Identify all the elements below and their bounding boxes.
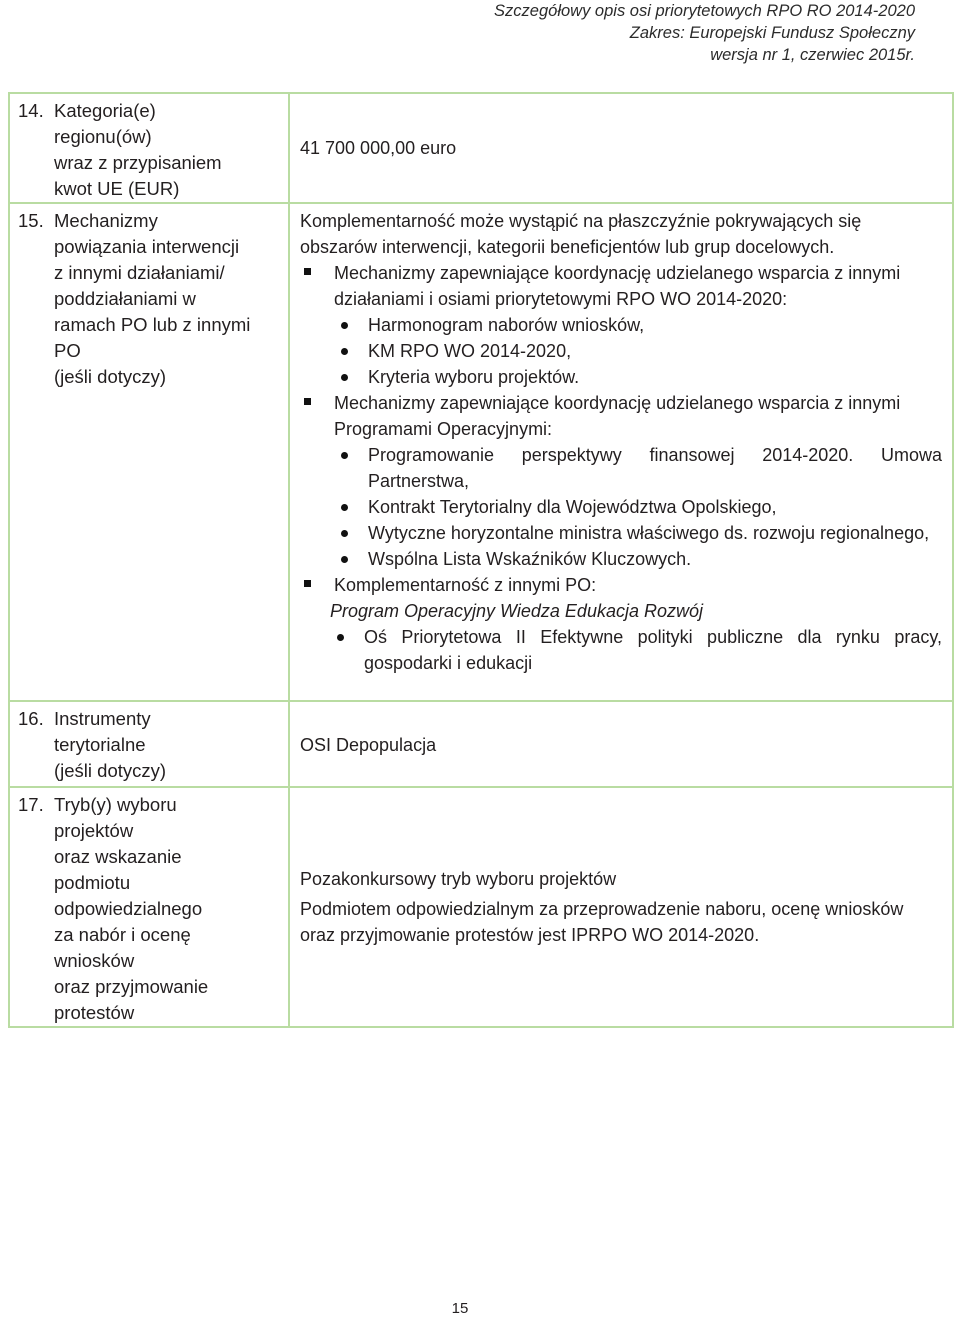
- list-item-text: Harmonogram naborów wniosków,: [368, 315, 645, 335]
- data-table: [8, 92, 954, 1028]
- list-item-text: Kryteria wyboru projektów.: [368, 367, 580, 387]
- page-number: 15: [451, 1300, 469, 1317]
- round-bullet-icon: [330, 624, 364, 676]
- header-line-1: Szczegółowy opis osi priorytetowych RPO RO 2014-2020: [494, 2, 915, 20]
- mechanism-list-item: [300, 390, 942, 442]
- table-row-15: [9, 203, 953, 701]
- row-15-number: 15.: [18, 210, 44, 231]
- square-bullet-icon: [300, 260, 334, 312]
- row-16-number: 16.: [18, 708, 44, 729]
- round-bullet-icon: [334, 494, 368, 520]
- list-item-text: Wytyczne horyzontalne ministra właściwego ds. rozwoju regionalnego,: [368, 523, 930, 543]
- round-bullet-icon: [334, 364, 368, 390]
- mechanism-list-item: [300, 572, 942, 598]
- row-17-number: 17.: [18, 794, 44, 815]
- row-17-selection-mode: Pozakonkursowy tryb wyboru projektów: [300, 869, 617, 889]
- row-16-value: OSI Depopulacja: [300, 735, 437, 755]
- round-bullet-icon: [334, 520, 368, 546]
- square-bullet-icon: [300, 390, 334, 442]
- page-header: [494, 0, 915, 66]
- list-item: [300, 520, 942, 546]
- list-item: [300, 546, 942, 572]
- row-17-value-cell: [289, 787, 953, 1027]
- list-item-text: Wspólna Lista Wskaźników Kluczowych.: [368, 549, 692, 569]
- row-15-intro: Komplementarność może wystąpić na płaszczyźnie pokrywających się obszarów interwencji, kategorii beneficjentów lub grup docelowych.: [300, 211, 862, 257]
- list-item: [300, 494, 942, 520]
- row-15-label-cell: [9, 203, 289, 701]
- row-14-value: 41 700 000,00 euro: [300, 138, 457, 158]
- row-17-responsible-body: Podmiotem odpowiedzialnym za przeprowadzenie naboru, ocenę wniosków oraz przyjmowanie protestów jest IPRPO WO 2014-2020.: [300, 899, 904, 945]
- row-14-label: Kategoria(e) regionu(ów) wraz z przypisaniem kwot UE (EUR): [54, 100, 222, 199]
- row-15-value-cell: [289, 203, 953, 701]
- square-bullet-icon: [300, 572, 334, 598]
- list-item-text: Kontrakt Terytorialny dla Województwa Opolskiego,: [368, 497, 777, 517]
- row-14-label-cell: [9, 93, 289, 203]
- mechanism-text: Mechanizmy zapewniające koordynację udzielanego wsparcia z innymi Programami Operacyjnymi:: [334, 393, 901, 439]
- list-item: [300, 442, 942, 494]
- row-17-label: Tryb(y) wyboru projektów oraz wskazanie podmiotu odpowiedzialnego za nabór i ocenę wniosków oraz przyjmowanie protestów: [54, 794, 209, 1023]
- list-item-text: KM RPO WO 2014-2020,: [368, 341, 572, 361]
- mechanism-text: Komplementarność z innymi PO:: [334, 575, 597, 595]
- program-name: Program Operacyjny Wiedza Edukacja Rozwój: [330, 601, 703, 621]
- row-16-label: Instrumenty terytorialne (jeśli dotyczy): [54, 708, 167, 781]
- header-line-2: Zakres: Europejski Fundusz Społeczny: [629, 24, 915, 42]
- list-item-text: Programowanie perspektywy finansowej 2014-2020. Umowa Partnerstwa,: [368, 445, 942, 491]
- table-row-16: [9, 701, 953, 787]
- round-bullet-icon: [334, 442, 368, 494]
- table-row-14: [9, 93, 953, 203]
- row-14-number: 14.: [18, 100, 44, 121]
- list-item-text: Oś Priorytetowa II Efektywne polityki publiczne dla rynku pracy, gospodarki i edukacji: [364, 627, 942, 673]
- round-bullet-icon: [334, 312, 368, 338]
- row-16-label-cell: [9, 701, 289, 787]
- list-item: [300, 364, 942, 390]
- row-15-label: Mechanizmy powiązania interwencji z innymi działaniami/ poddziałaniami w ramach PO lub z innymi PO (jeśli dotyczy): [54, 210, 251, 387]
- row-17-label-cell: [9, 787, 289, 1027]
- list-item: [300, 312, 942, 338]
- row-16-value-cell: [289, 701, 953, 787]
- table-row-17: [9, 787, 953, 1027]
- list-item: [300, 338, 942, 364]
- round-bullet-icon: [334, 338, 368, 364]
- list-item: [300, 624, 942, 676]
- header-line-3: wersja nr 1, czerwiec 2015r.: [710, 46, 915, 64]
- mechanism-text: Mechanizmy zapewniające koordynację udzielanego wsparcia z innymi działaniami i osiami priorytetowymi RPO WO 2014-2020:: [334, 263, 901, 309]
- row-14-value-cell: [289, 93, 953, 203]
- round-bullet-icon: [334, 546, 368, 572]
- mechanism-list-item: [300, 260, 942, 312]
